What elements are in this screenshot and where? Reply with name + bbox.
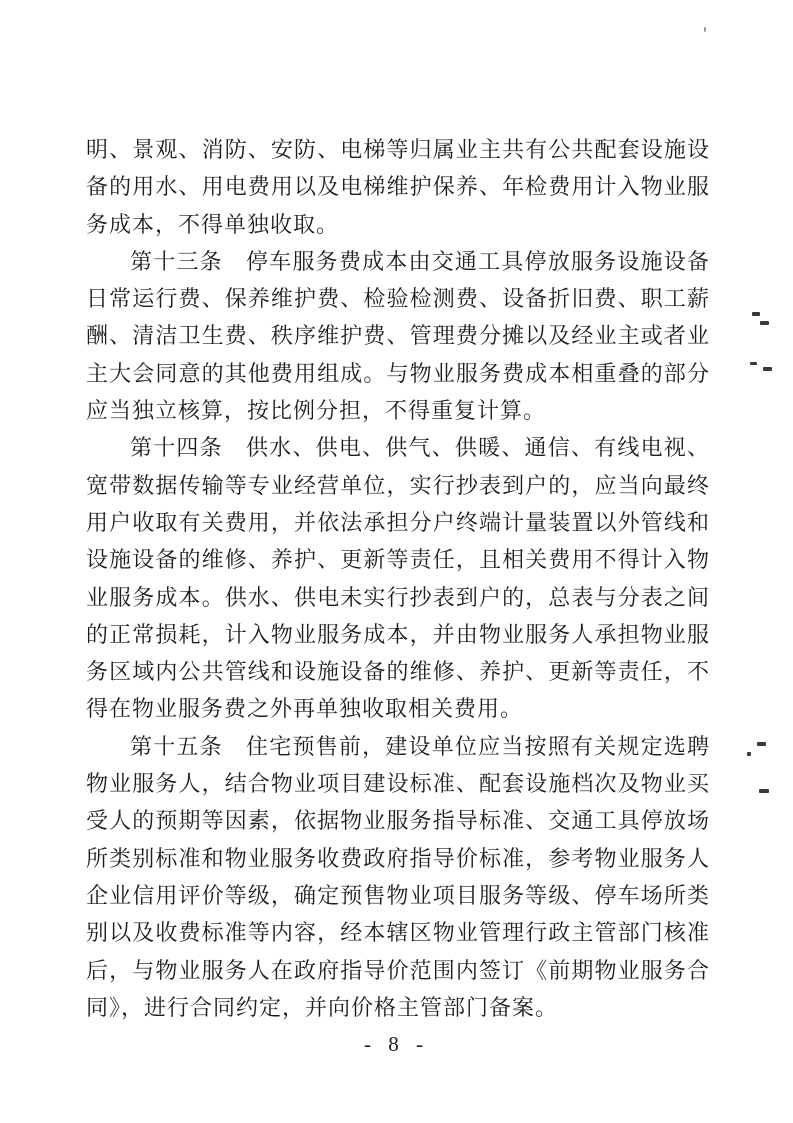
paragraph-continuation: 明、景观、消防、安防、电梯等归属业主共有公共配套设施设备的用水、用电费用以及电梯维护保养、年检费用计入物业服务成本，不得单独收取。 [86, 137, 710, 237]
scan-artifact [752, 312, 760, 316]
page-number: - 8 - [364, 1032, 429, 1056]
scan-artifact [747, 752, 751, 756]
scan-artifact [704, 27, 706, 32]
scan-artifact [757, 742, 766, 746]
scan-artifact [759, 789, 769, 793]
scan-artifact [760, 321, 769, 325]
paragraph-article-14: 第十四条 供水、供电、供气、供暖、通信、有线电视、宽带数据传输等专业经营单位，实行抄表到户的，应当向最终用户收取有关费用，并依法承担分户终端计量装置以外管线和设施设备的维修、养护、更新等责任，且相关费用不得计入物业服务成本。供水、供电未实行抄表到户的，总表与分表之间的正常损耗，计入物业服务成本，并由物业服务人承担物业服务区域内公共管线和设施设备的维修、养护、更新等责任，不得在物业服务费之外再单独收取相关费用。 [86, 435, 710, 722]
document-body [86, 131, 710, 1026]
paragraph-article-13: 第十三条 停车服务费成本由交通工具停放服务设施设备日常运行费、保养维护费、检验检测费、设备折旧费、职工薪酬、清洁卫生费、秩序维护费、管理费分摊以及经业主或者业主大会同意的其他费用组成。与物业服务费成本相重叠的部分应当独立核算，按比例分担，不得重复计算。 [86, 248, 710, 424]
paragraph-article-15: 第十五条 住宅预售前，建设单位应当按照有关规定选聘物业服务人，结合物业项目建设标准、配套设施档次及物业买受人的预期等因素，依据物业服务指导标准、交通工具停放场所类别标准和物业服务收费政府指导价标准，参考物业服务人企业信用评价等级，确定预售物业项目服务等级、停车场所类别以及收费标准等内容，经本辖区物业管理行政主管部门核准后，与物业服务人在政府指导价范围内签订《前期物业服务合同》，进行合同约定，并向价格主管部门备案。 [86, 733, 710, 1020]
scan-artifact [763, 367, 772, 371]
scan-artifact [750, 362, 757, 365]
